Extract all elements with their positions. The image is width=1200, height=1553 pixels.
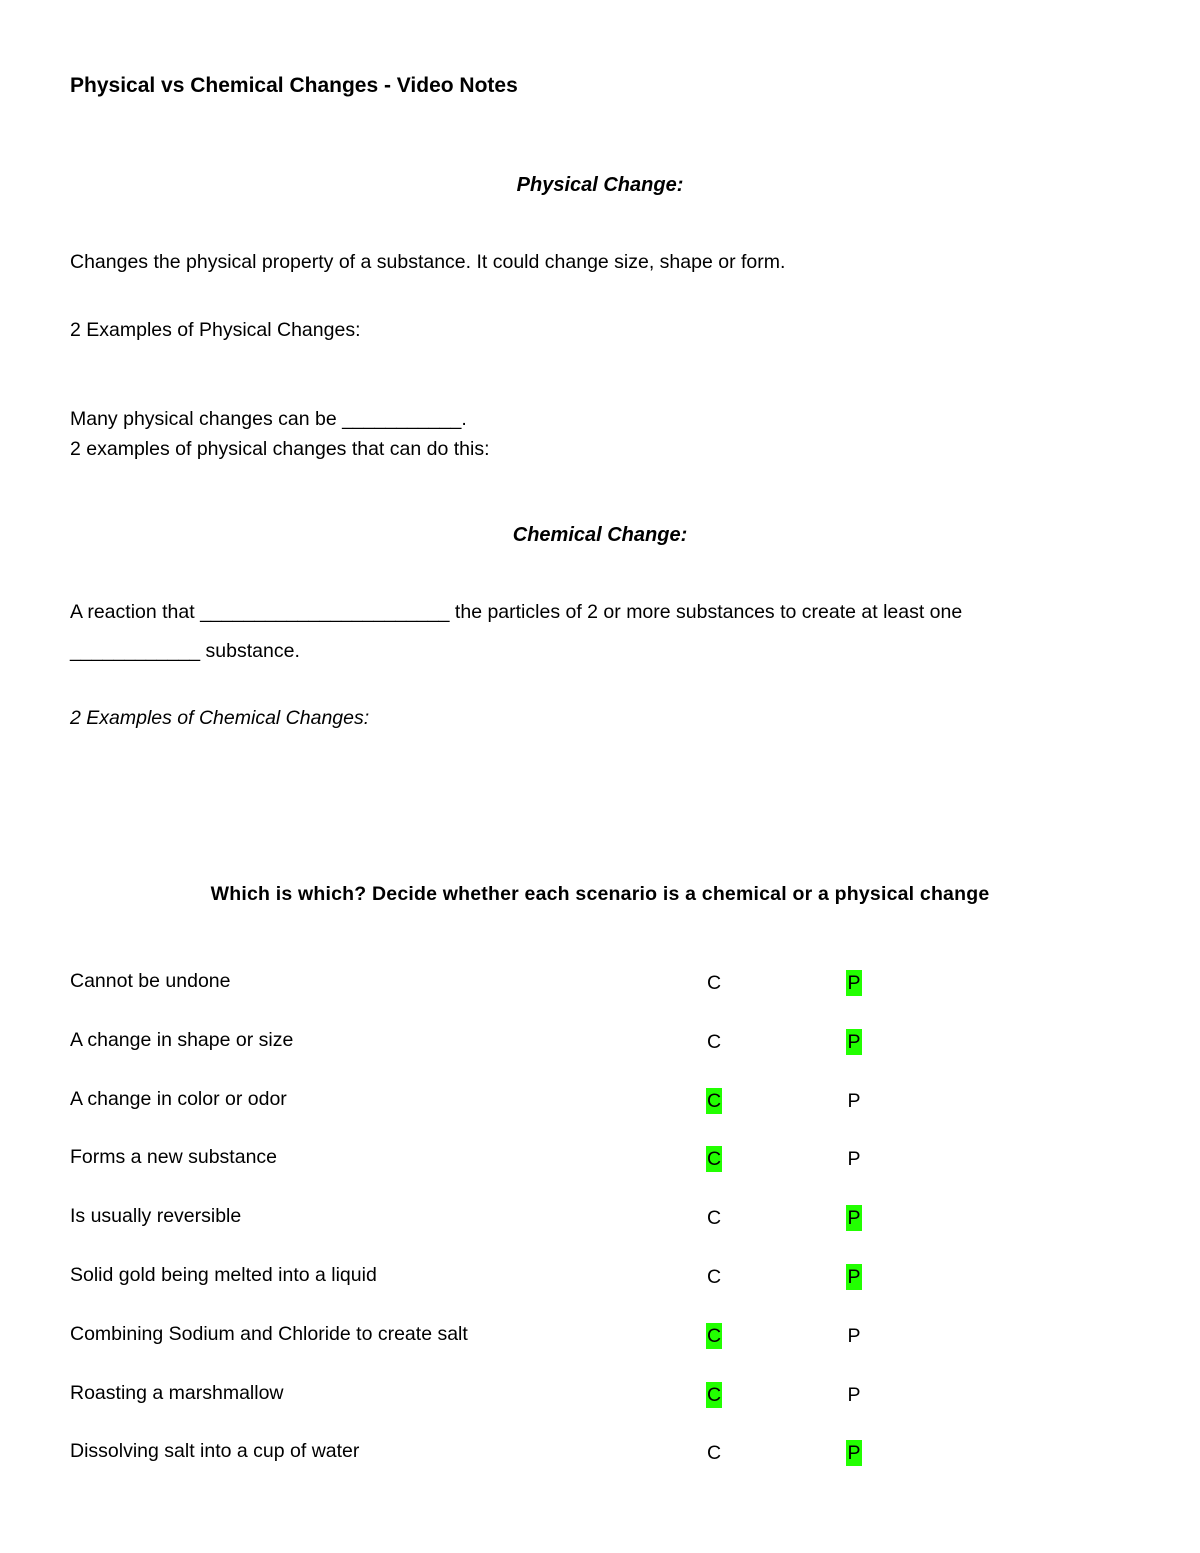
quiz-row-label: A change in shape or size [70,1029,294,1051]
option-physical[interactable]: P [847,1031,861,1053]
quiz-row-label: Combining Sodium and Chloride to create salt [70,1323,468,1345]
option-physical[interactable]: P [847,1207,861,1229]
quiz-row [0,1146,1200,1176]
quiz-heading: Which is which? Decide whether each scenario is a chemical or a physical change [210,883,990,905]
quiz-row-label: Solid gold being melted into a liquid [70,1264,377,1286]
option-chemical[interactable]: C [706,1207,722,1229]
option-physical[interactable]: P [847,972,861,994]
chemical-examples-prompt: 2 Examples of Chemical Changes: [70,707,370,729]
quiz-row-label: A change in color or odor [70,1088,287,1110]
quiz-row [0,970,1200,1000]
option-chemical[interactable]: C [706,1266,722,1288]
physical-reversible-examples-prompt: 2 examples of physical changes that can do this: [70,438,490,460]
option-physical[interactable]: P [847,1266,861,1288]
option-chemical[interactable]: C [706,1384,722,1406]
option-physical[interactable]: P [847,1148,861,1170]
physical-examples-prompt: 2 Examples of Physical Changes: [70,319,361,341]
quiz-row [0,1264,1200,1294]
option-chemical[interactable]: C [706,1325,722,1347]
option-physical[interactable]: P [847,1090,861,1112]
option-physical[interactable]: P [847,1384,861,1406]
option-physical[interactable]: P [847,1325,861,1347]
quiz-row-label: Forms a new substance [70,1146,278,1168]
option-physical[interactable]: P [847,1442,861,1464]
chemical-change-definition-line1: A reaction that _______________________ the particles of 2 or more substances to create at least one [70,601,963,623]
option-chemical[interactable]: C [706,972,722,994]
quiz-row-label: Dissolving salt into a cup of water [70,1440,360,1462]
quiz-row [0,1323,1200,1353]
option-chemical[interactable]: C [706,1148,722,1170]
physical-change-heading: Physical Change: [516,174,684,196]
option-chemical[interactable]: C [706,1442,722,1464]
physical-reversible-line: Many physical changes can be ___________. [70,408,467,430]
physical-change-definition: Changes the physical property of a substance. It could change size, shape or form. [70,251,786,273]
chemical-change-definition-line2: ____________ substance. [70,640,300,662]
chemical-change-heading: Chemical Change: [512,524,688,546]
quiz-row-label: Cannot be undone [70,970,231,992]
quiz-row [0,1382,1200,1412]
quiz-row-label: Is usually reversible [70,1205,242,1227]
page-title: Physical vs Chemical Changes - Video Notes [70,74,518,97]
quiz-row [0,1029,1200,1059]
option-chemical[interactable]: C [706,1090,722,1112]
quiz-row [0,1088,1200,1118]
quiz-row-label: Roasting a marshmallow [70,1382,284,1404]
quiz-row [0,1440,1200,1470]
quiz-row [0,1205,1200,1235]
option-chemical[interactable]: C [706,1031,722,1053]
